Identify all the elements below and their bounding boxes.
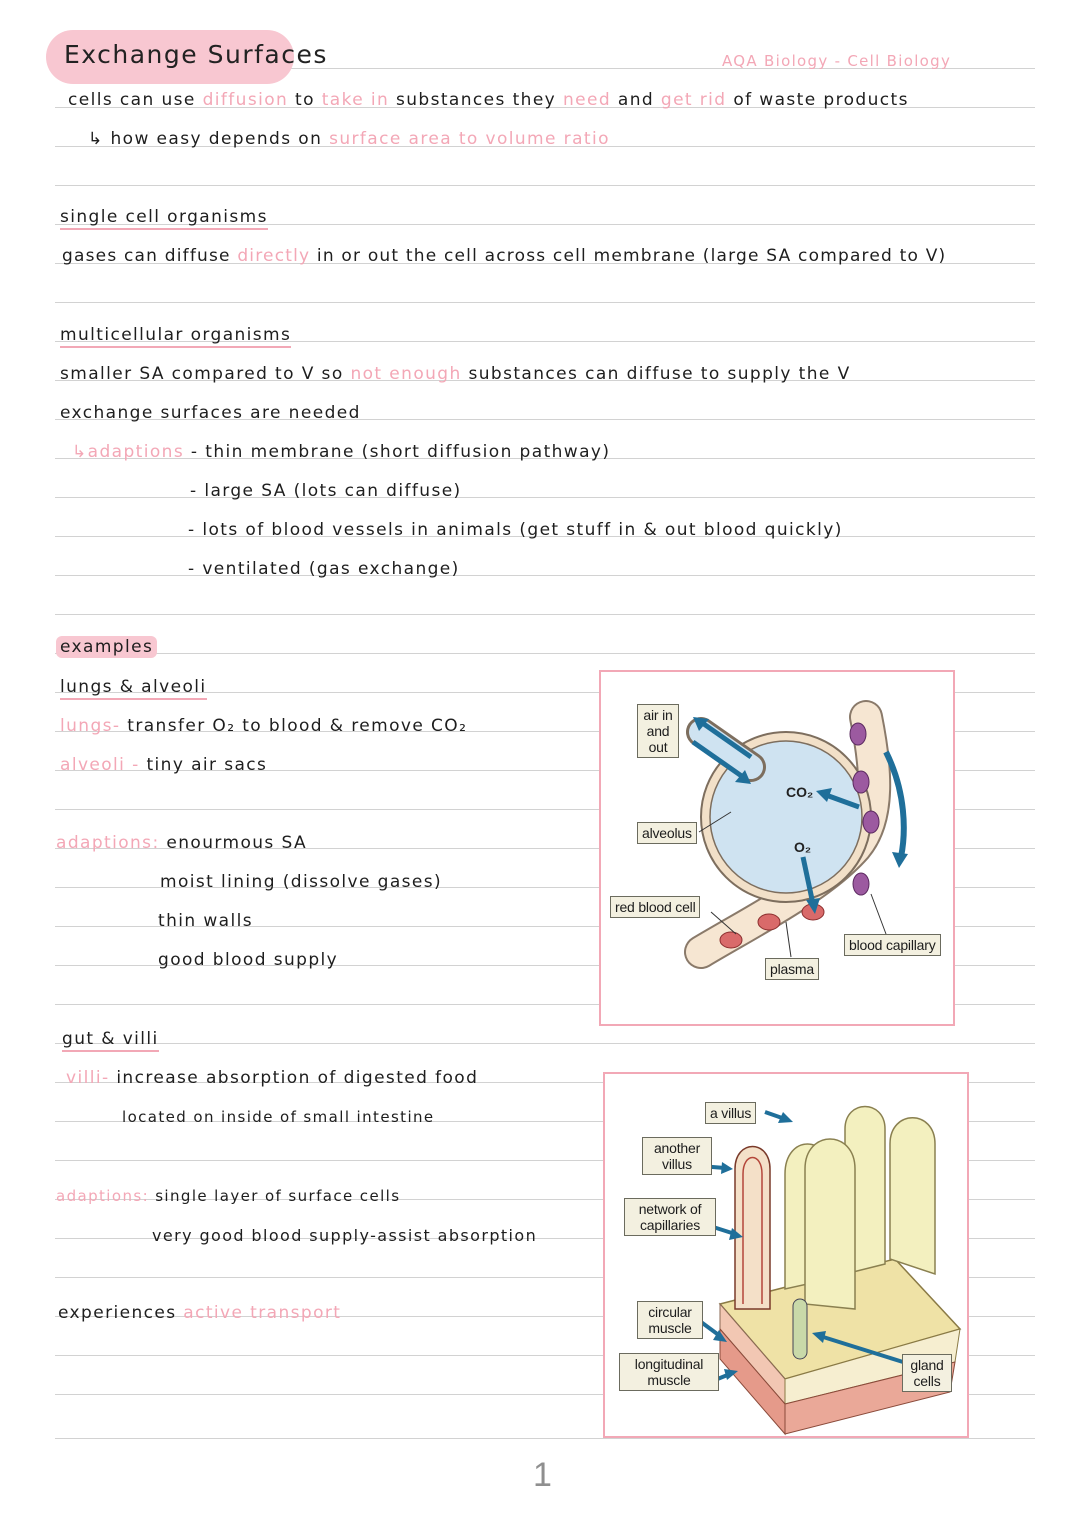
villi-adaptions: adaptions: single layer of surface cells (56, 1187, 401, 1205)
villus-label: a villus (705, 1102, 756, 1124)
villi-adaption-2: very good blood supply-assist absorption (152, 1226, 538, 1245)
blood-capillary-label: blood capillary (844, 934, 941, 956)
single-heading: single cell organisms (60, 207, 268, 227)
intro-line: cells can use diffusion to take in substances they need and get rid of waste products (68, 90, 909, 110)
lung-adaptions: adaptions: enourmous SA (56, 833, 308, 853)
lung-adaption-2: moist lining (dissolve gases) (160, 872, 443, 892)
gland-cells (793, 1299, 807, 1359)
multi-needed: exchange surfaces are needed (60, 403, 361, 423)
villi-text: villi- increase absorption of digested food (66, 1068, 479, 1088)
plasma-label: plasma (765, 958, 819, 980)
gut-heading: gut & villi (62, 1029, 159, 1049)
multi-adaptions: ↳adaptions - thin membrane (short diffusion pathway) (72, 442, 611, 462)
single-text: gases can diffuse directly in or out the cell across cell membrane (large SA compared to V) (62, 246, 947, 266)
lungs-text: lungs- transfer O₂ to blood & remove CO₂ (60, 716, 468, 736)
examples-heading: examples (56, 637, 157, 657)
alveolus-diagram (599, 670, 955, 1026)
villus-diagram (603, 1072, 969, 1438)
gland-cells-label: gland cells (902, 1354, 952, 1392)
co2-label: CO₂ (786, 784, 814, 800)
longitudinal-muscle-label: longitudinal muscle (619, 1353, 719, 1391)
o2-label: O₂ (794, 839, 812, 855)
multi-a2: - large SA (lots can diffuse) (190, 481, 462, 501)
circular-muscle-label: circular muscle (637, 1301, 703, 1339)
lungs-heading: lungs & alveoli (60, 677, 207, 697)
alveoli-text: alveoli - tiny air sacs (60, 755, 268, 775)
another-villus-label: another villus (642, 1137, 712, 1175)
air-label: air in and out (637, 704, 679, 758)
intro-subline: ↳ how easy depends on surface area to volume ratio (88, 129, 610, 149)
alveolus-label: alveolus (637, 822, 697, 844)
page-title: Exchange Surfaces (64, 40, 328, 69)
lung-adaption-4: good blood supply (158, 950, 339, 970)
subject-label: AQA Biology - Cell Biology (722, 52, 952, 70)
lung-adaption-3: thin walls (158, 911, 253, 931)
capillaries-label: network of capillaries (624, 1198, 716, 1236)
multi-text: smaller SA compared to V so not enough substances can diffuse to supply the V (60, 364, 851, 384)
experiences-line: experiences active transport (58, 1303, 342, 1323)
multi-a4: - ventilated (gas exchange) (188, 559, 460, 579)
multi-heading: multicellular organisms (60, 325, 291, 345)
villi-location: located on inside of small intestine (122, 1108, 435, 1126)
red-blood-cell-label: red blood cell (610, 896, 700, 918)
multi-a3: - lots of blood vessels in animals (get stuff in & out blood quickly) (188, 520, 843, 540)
page-number: 1 (533, 1456, 552, 1494)
